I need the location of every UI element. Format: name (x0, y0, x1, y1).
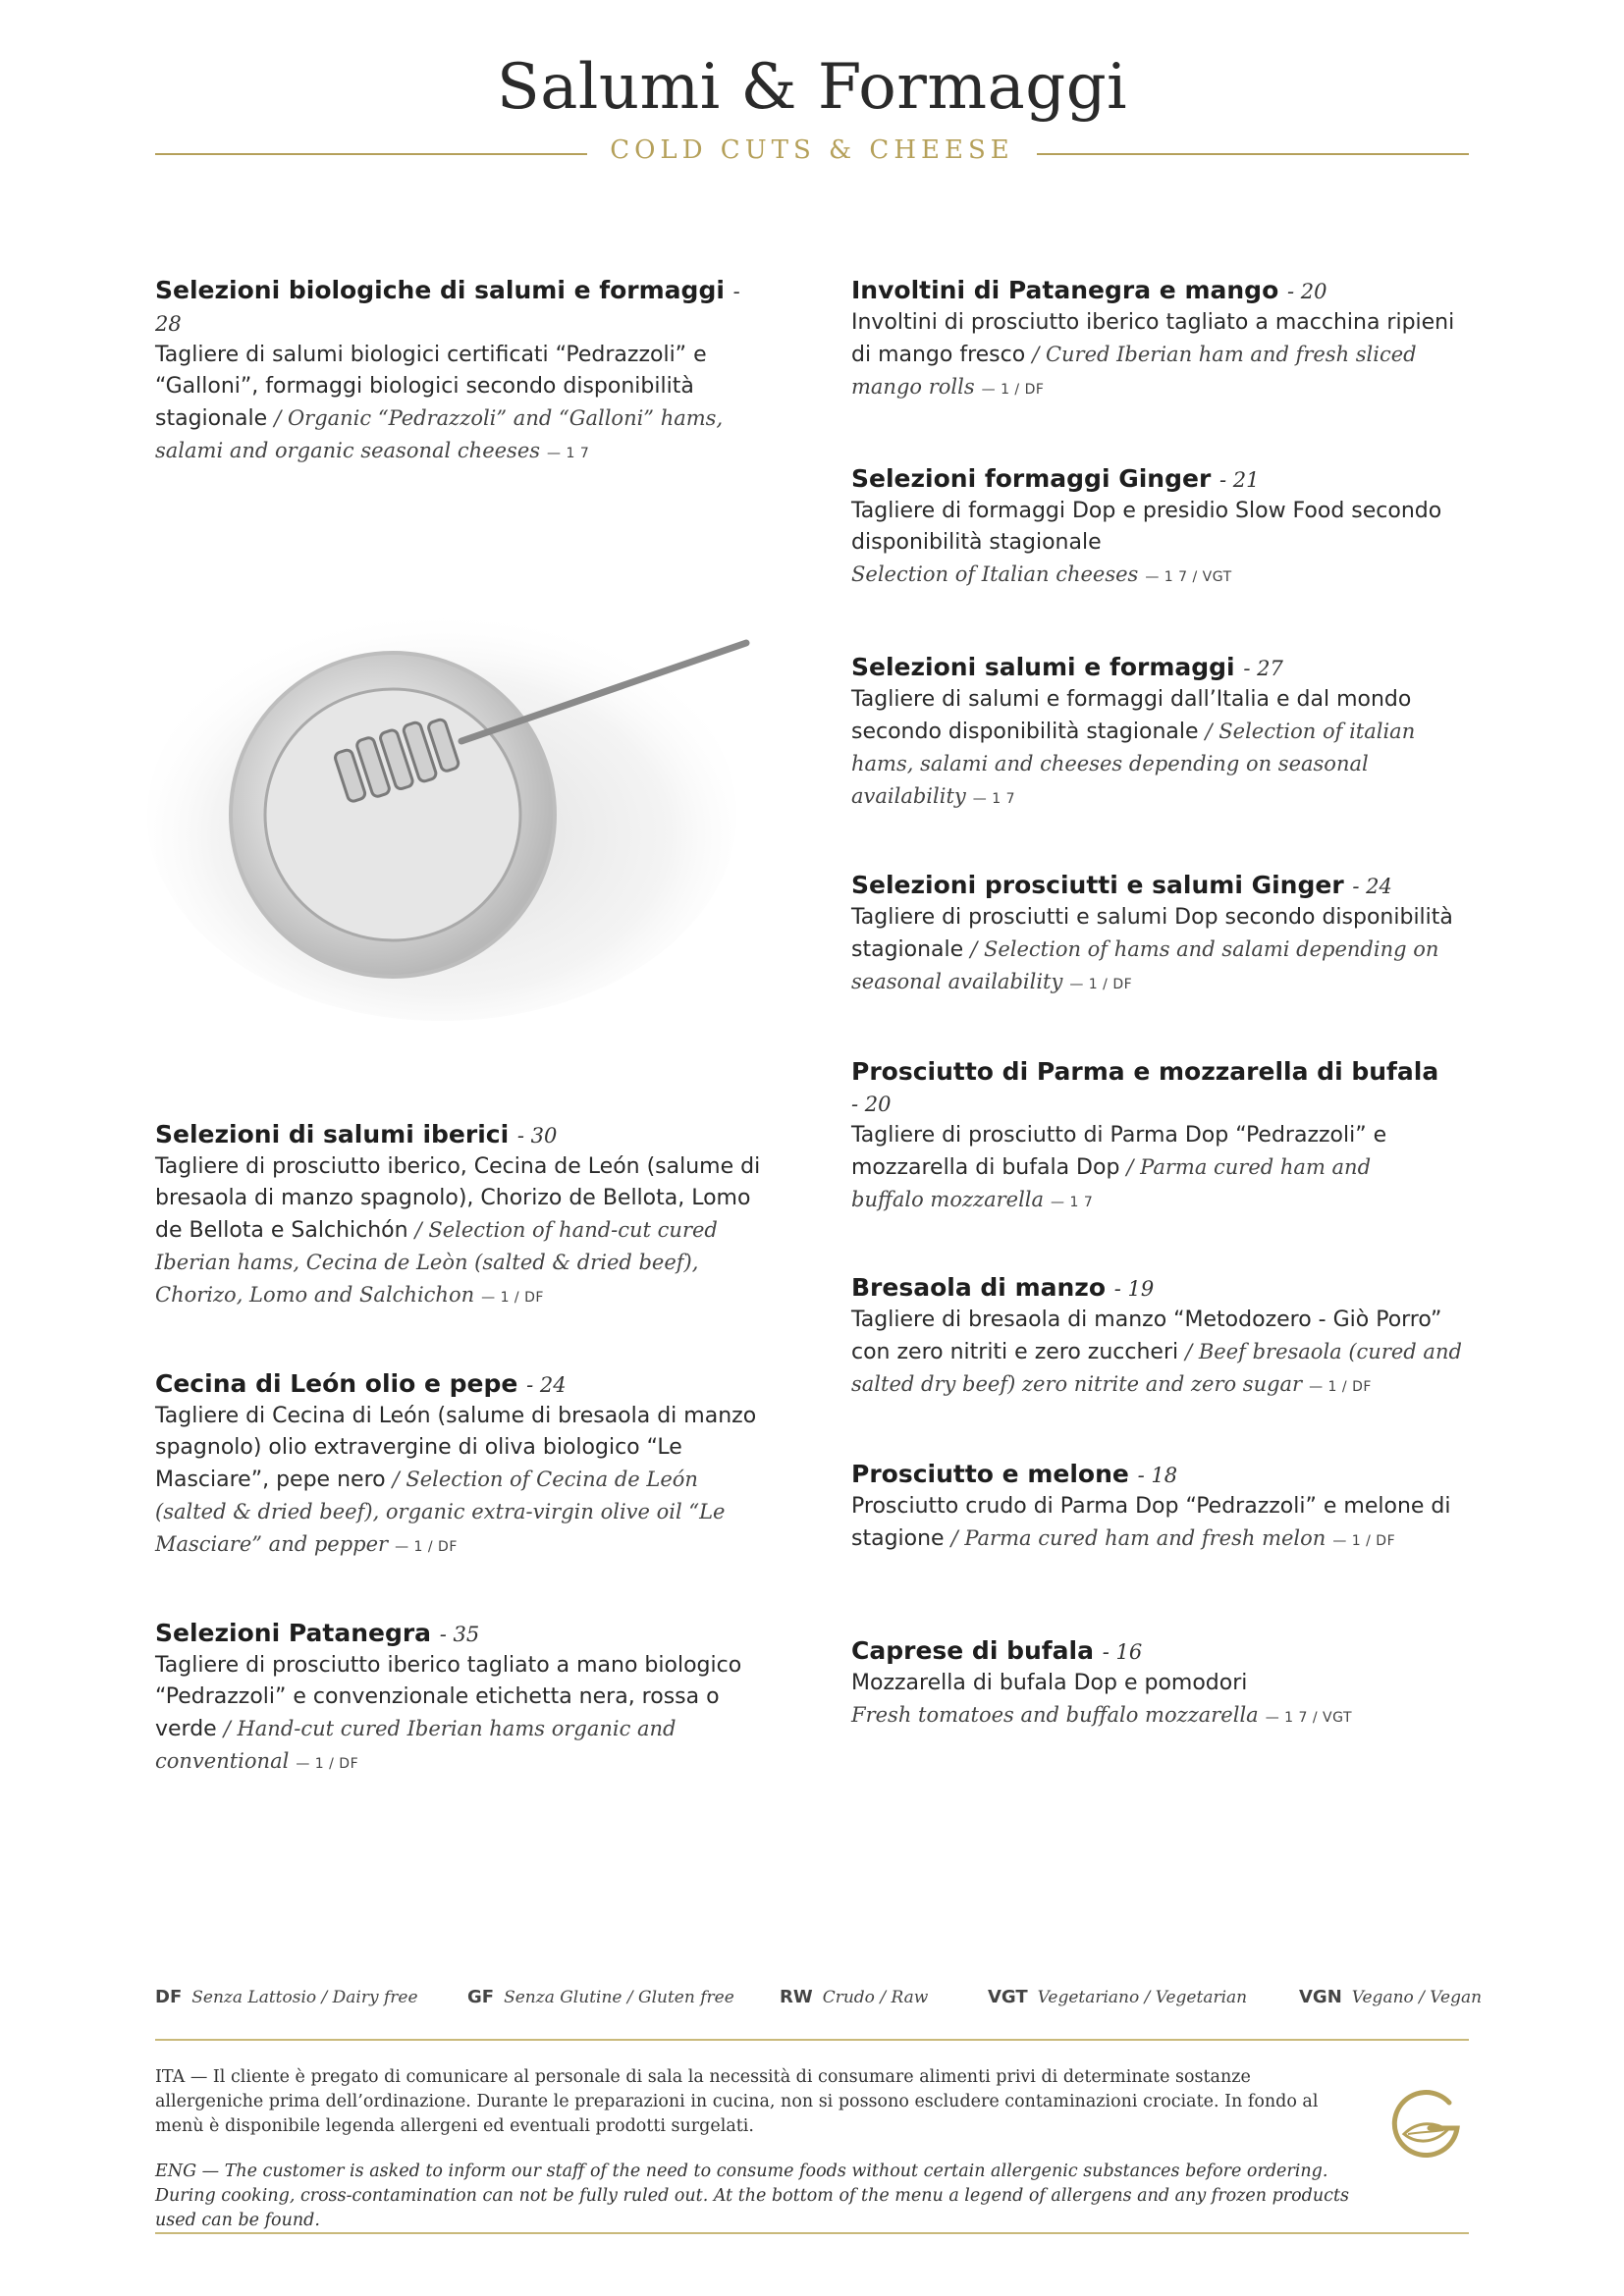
item-name: Selezioni di salumi iberici (155, 1120, 510, 1148)
item-name: Involtini di Patanegra e mango (851, 276, 1279, 304)
legend-item (988, 1987, 1247, 2007)
item-allergens: — 1 7 / VGT (1265, 1710, 1352, 1726)
item-description: Tagliere di salumi biologici certificati “Pedrazzoli” e “Galloni”, formaggi biologici secondo disponibilità stagionale (155, 343, 707, 431)
item-english: Selection of Italian cheeses (851, 562, 1139, 586)
item-allergens: — 1 7 (547, 446, 590, 461)
item-english: / Organic “Pedrazzoli” and “Galloni” hams, salami and organic seasonal cheeses (155, 406, 724, 462)
allergen-legend (155, 1987, 1483, 2026)
item-name: Selezioni Patanegra (155, 1619, 432, 1647)
item-english: Fresh tomatoes and buffalo mozzarella (851, 1703, 1259, 1727)
menu-item (155, 1368, 764, 1563)
item-english: / Parma cured ham and buffalo mozzarella (851, 1155, 1372, 1211)
ginger-logo-icon (1384, 2081, 1467, 2163)
page-title: Salumi & Formaggi (496, 51, 1128, 124)
menu-item (851, 1635, 1460, 1734)
legend-divider (155, 2039, 1469, 2041)
item-description: Involtini di prosciutto iberico tagliato a macchina ripieni di mango fresco (851, 310, 1455, 367)
allergen-notice-eng: ENG — The customer is asked to inform our staff of the need to consume foods without certain allergenic substances before ordering. During cooking, cross-contamination can not be fully ruled out. At the bottom of the menu a legend of allergens and any frozen products used can be found. (155, 2162, 1349, 2230)
item-allergens: — 1 / DF (1332, 1533, 1396, 1549)
menu-item (851, 275, 1480, 405)
footer-divider (155, 2232, 1469, 2234)
item-name: Selezioni prosciutti e salumi Ginger (851, 871, 1344, 899)
item-allergens: — 1 7 (972, 791, 1015, 807)
item-name: Selezioni salumi e formaggi (851, 653, 1235, 681)
item-price: - 30 (516, 1124, 558, 1148)
legend-item (155, 1987, 418, 2007)
item-name: Prosciutto e melone (851, 1460, 1129, 1488)
item-name: Cecina di León olio e pepe (155, 1369, 518, 1398)
menu-item (155, 1119, 764, 1313)
item-name: Prosciutto di Parma e mozzarella di bufala (851, 1057, 1439, 1086)
allergen-notice-ita: ITA — Il cliente è pregato di comunicare al personale di sala la necessità di consumare alimenti privi di determinate sostanze allergeniche prima dell’ordinazione. Durante le preparazioni in cucina, non si possono escludere contaminazioni crociate. In fondo al menù è disponibile legenda allergeni ed eventuali prodotti surgelati. (155, 2067, 1319, 2136)
item-english: / Parma cured ham and fresh melon (950, 1526, 1326, 1550)
item-name: Selezioni biologiche di salumi e formaggi (155, 276, 725, 304)
item-allergens: — 1 / DF (1069, 977, 1133, 992)
subtitle-row (155, 135, 1469, 175)
item-allergens: — 1 / DF (395, 1539, 458, 1555)
legend-code: VGN (1299, 1987, 1342, 2007)
item-description: Tagliere di prosciutto iberico, Cecina de León (salume di bresaola di manzo spagnolo), Chorizo de Bellota, Lomo de Bellota e Salchichón (155, 1154, 761, 1243)
legend-item (467, 1987, 734, 2007)
item-price: - 28 (155, 280, 740, 336)
item-price: - 35 (439, 1623, 480, 1646)
item-price: - 19 (1113, 1277, 1155, 1301)
legend-code: DF (155, 1987, 183, 2007)
legend-text: Vegetariano / Vegetarian (1037, 1988, 1248, 2007)
item-name: Caprese di bufala (851, 1636, 1094, 1665)
item-allergens: — 1 / DF (981, 382, 1045, 398)
item-english: / Hand-cut cured Iberian hams organic and conventional (155, 1717, 677, 1773)
item-description: Prosciutto crudo di Parma Dop “Pedrazzoli” e melone di stagione (851, 1494, 1451, 1551)
item-price: - 24 (1352, 875, 1392, 898)
menu-item (155, 275, 764, 469)
menu-item (851, 1056, 1440, 1218)
page-subtitle: COLD CUTS & CHEESE (610, 135, 1014, 165)
item-english: / Beef bresaola (cured and salted dry beef) zero nitrite and zero sugar (851, 1340, 1462, 1396)
honey-dipper-illustration (147, 530, 766, 1021)
item-name: Selezioni formaggi Ginger (851, 464, 1212, 493)
menu-item (851, 870, 1480, 1000)
item-allergens: — 1 7 (1051, 1195, 1094, 1210)
legend-code: RW (780, 1987, 813, 2007)
item-english: / Selection of hand-cut cured Iberian hams, Cecina de Leòn (salted & dried beef), Chorizo, Lomo and Salchichon (155, 1218, 718, 1307)
item-allergens: — 1 / DF (1309, 1379, 1372, 1395)
item-allergens: — 1 / DF (296, 1756, 359, 1772)
item-english: / Selection of Cecina de León (salted & dried beef), organic extra-virgin olive oil “Le Masciare” and pepper (155, 1468, 726, 1556)
legend-text: Senza Glutine / Gluten free (504, 1988, 734, 2007)
legend-text: Crudo / Raw (822, 1988, 929, 2007)
legend-code: VGT (988, 1987, 1028, 2007)
subtitle-rule-right (1037, 153, 1469, 155)
item-description: Tagliere di Cecina di León (salume di bresaola di manzo spagnolo) olio extravergine di oliva biologico “Le Masciare”, pepe nero (155, 1404, 757, 1492)
item-description: Tagliere di prosciutto di Parma Dop “Pedrazzoli” e mozzarella di bufala Dop (851, 1123, 1387, 1180)
item-price: - 18 (1137, 1464, 1178, 1487)
item-description: Tagliere di bresaola di manzo “Metodozero - Giò Porro” con zero nitriti e zero zuccheri (851, 1308, 1442, 1364)
legend-text: Vegano / Vegan (1351, 1988, 1483, 2007)
item-allergens: — 1 7 / VGT (1145, 569, 1232, 585)
item-name: Bresaola di manzo (851, 1273, 1107, 1302)
item-price: - 20 (851, 1093, 892, 1116)
item-description: Tagliere di prosciutto iberico tagliato a mano biologico “Pedrazzoli” e convenzionale etichetta nera, rossa o verde (155, 1653, 742, 1741)
item-allergens: — 1 / DF (481, 1290, 544, 1306)
item-price: - 20 (1286, 280, 1327, 303)
legend-text: Senza Lattosio / Dairy free (191, 1988, 418, 2007)
item-english: / Selection of hams and salami depending on seasonal availability (851, 937, 1439, 993)
item-price: - 24 (526, 1373, 567, 1397)
item-description: Mozzarella di bufala Dop e pomodori (851, 1671, 1248, 1695)
menu-item (851, 463, 1460, 593)
item-price: - 16 (1102, 1640, 1143, 1664)
legend-item (1299, 1987, 1482, 2007)
item-description: Tagliere di formaggi Dop e presidio Slow Food secondo disponibilità stagionale (851, 499, 1442, 555)
menu-item (851, 1459, 1460, 1557)
menu-item (851, 652, 1480, 815)
subtitle-rule-left (155, 153, 587, 155)
item-description: Tagliere di prosciutti e salumi Dop secondo disponibilità stagionale (851, 905, 1453, 962)
menu-item (851, 1272, 1480, 1403)
item-english: / Cured Iberian ham and fresh sliced mango rolls (851, 343, 1417, 399)
item-price: - 27 (1243, 657, 1283, 680)
item-english: / Selection of italian hams, salami and cheeses depending on seasonal availability (851, 720, 1416, 808)
legend-item (780, 1987, 928, 2007)
item-price: - 21 (1219, 468, 1260, 492)
menu-item (155, 1618, 764, 1780)
item-description: Tagliere di salumi e formaggi dall’Italia e dal mondo secondo disponibilità stagionale (851, 687, 1412, 744)
legend-code: GF (467, 1987, 495, 2007)
